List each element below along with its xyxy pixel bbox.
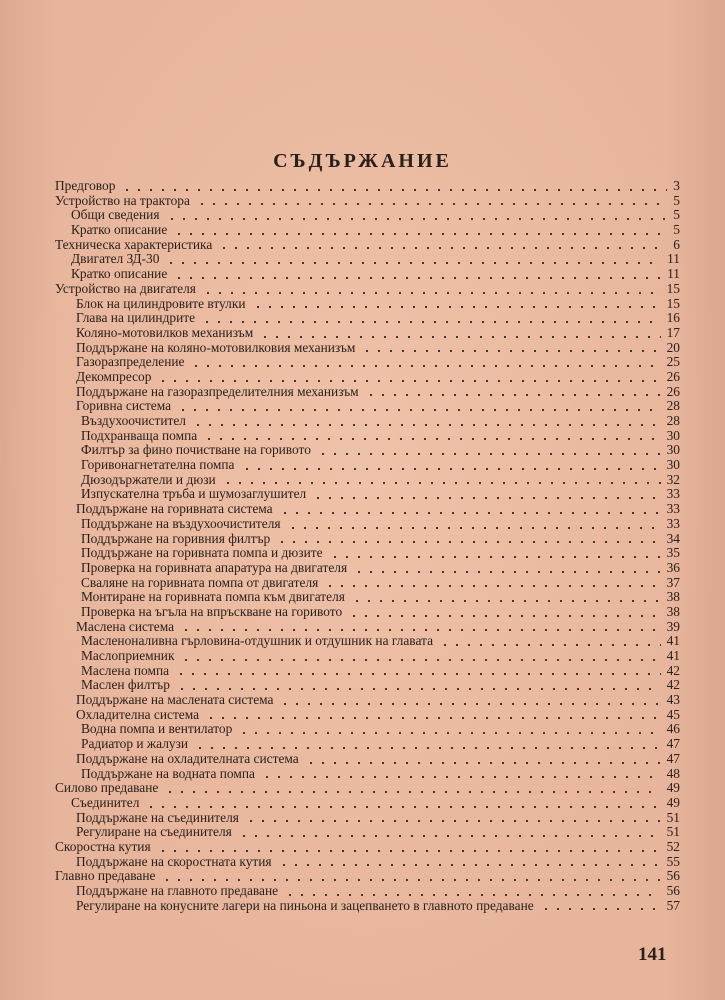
dot-leader: [324, 585, 661, 587]
dot-leader: [202, 292, 661, 294]
toc-entry-title: Сваляне на горивната помпа от двигателя: [81, 574, 319, 590]
dot-leader: [205, 717, 661, 719]
toc-entry-title: Поддържане на скоростната кутия: [76, 853, 272, 869]
toc-entry: [55, 855, 680, 870]
toc-entry: [55, 840, 680, 855]
dot-leader: [166, 218, 667, 220]
toc-entry-page: 49: [666, 794, 680, 810]
toc-entry-page: 51: [666, 809, 680, 825]
toc-entry-title: Проверка на горивната апаратура на двигателя: [81, 559, 348, 575]
toc-entry: [55, 194, 680, 209]
toc-entry-page: 30: [666, 457, 680, 473]
toc-entry-title: Устройство на трактора: [55, 192, 190, 208]
dot-leader: [194, 747, 661, 749]
toc-entry: [55, 576, 680, 591]
toc-entry-title: Поддържане на съединителя: [76, 809, 239, 825]
toc-entry-title: Двигател ЗД-30: [71, 251, 160, 267]
toc-entry-title: Предговор: [55, 178, 116, 193]
dot-leader: [157, 850, 661, 852]
toc-entry: [55, 634, 680, 649]
toc-entry-title: Газоразпределение: [76, 354, 185, 370]
toc-entry: [55, 297, 680, 312]
toc-entry-title: Поддържане на главното предаване: [76, 883, 279, 898]
toc-entry-title: Кратко описание: [71, 222, 168, 238]
toc-entry: [55, 678, 680, 693]
toc-entry-title: Охладителна система: [76, 706, 200, 722]
dot-leader: [279, 703, 661, 705]
toc-entry-title: Регулиране на съединителя: [76, 824, 232, 840]
toc-entry: [55, 487, 680, 502]
toc-entry-title: Силово предаване: [55, 780, 159, 796]
toc-entry-title: Дюзодържатели и дюзи: [81, 471, 216, 487]
dot-leader: [252, 306, 661, 308]
toc-entry-page: 49: [666, 780, 680, 796]
toc-entry-title: Водна помпа и вентилатор: [81, 721, 233, 737]
toc-entry-page: 37: [666, 574, 680, 590]
toc-entry: [55, 252, 680, 267]
toc-entry-title: Техническа характеристика: [55, 236, 213, 252]
dot-leader: [287, 527, 661, 529]
dot-leader: [284, 894, 661, 896]
toc-entry-title: Поддържане на горивната помпа и дюзите: [81, 545, 323, 561]
dot-leader: [279, 512, 661, 514]
dot-leader: [259, 336, 661, 338]
toc-entry-title: Кратко описание: [71, 266, 168, 282]
toc-entry: [55, 179, 680, 194]
toc-entry: [55, 796, 680, 811]
toc-entry: [55, 884, 680, 899]
toc-entry-title: Маслен филтър: [81, 677, 170, 693]
toc-entry-title: Поддържане на газоразпределителния механизъм: [76, 383, 359, 399]
toc-entry-page: 30: [666, 427, 680, 443]
toc-entry-title: Филтър за фино почистване на горивото: [81, 442, 311, 458]
toc-entry-page: 38: [666, 589, 680, 605]
dot-leader: [173, 233, 667, 235]
toc-entry-title: Горивна система: [76, 398, 172, 414]
toc-entry: [55, 517, 680, 532]
toc-entry: [55, 502, 680, 517]
dot-leader: [241, 468, 661, 470]
toc-entry-title: Блок на цилиндровите втулки: [76, 295, 246, 311]
toc-entry-title: Радиатор и жалузи: [81, 736, 189, 752]
dot-leader: [261, 776, 661, 778]
toc-entry-title: Поддържане на коляно-мотовилковия механизъм: [76, 339, 356, 355]
toc-entry-title: Поддържане на водната помпа: [81, 765, 255, 781]
toc-entry-title: Поддържане на охладителната система: [76, 750, 299, 766]
toc-entry: [55, 208, 680, 223]
toc-entry-title: Поддържане на маслената система: [76, 692, 274, 708]
toc-entry-title: Поддържане на въздухоочистителя: [81, 515, 281, 531]
dot-leader: [176, 688, 661, 690]
dot-leader: [177, 409, 661, 411]
toc-entry-page: 28: [666, 398, 680, 414]
toc-entry-page: 42: [666, 662, 680, 678]
toc-entry-title: Маслоприемник: [81, 648, 175, 663]
toc-entry-title: Маслена система: [76, 618, 175, 634]
dot-leader: [161, 879, 661, 881]
toc-entry-page: 33: [666, 486, 680, 502]
toc-entry-title: Поддържане на горивната система: [76, 501, 273, 517]
toc-entry: [55, 546, 680, 561]
toc-entry-page: 52: [666, 838, 680, 854]
dot-leader: [329, 556, 661, 558]
toc-entry: [55, 693, 680, 708]
dot-leader: [190, 365, 661, 367]
toc-entry: [55, 722, 680, 737]
toc-entry-page: 38: [666, 603, 680, 619]
toc-entry-page: 26: [666, 368, 680, 384]
toc-entry-title: Главно предаване: [55, 868, 156, 884]
dot-leader: [192, 424, 661, 426]
toc-entry-page: 45: [666, 706, 680, 722]
toc-entry-page: 11: [667, 266, 680, 282]
toc-entry-page: 15: [666, 295, 680, 311]
toc-entry-page: 56: [666, 868, 680, 884]
toc-entry-page: 28: [666, 413, 680, 428]
dot-leader: [238, 732, 661, 734]
toc-entry: [55, 282, 680, 297]
toc-entry: [55, 811, 680, 826]
toc-entry: [55, 399, 680, 414]
toc-entry: [55, 414, 680, 429]
dot-leader: [353, 571, 661, 573]
dot-leader: [361, 350, 661, 352]
toc-entry-page: 35: [666, 545, 680, 561]
dot-leader: [305, 762, 661, 764]
toc-entry-page: 55: [666, 853, 680, 869]
toc-entry: [55, 443, 680, 458]
dot-leader: [201, 321, 661, 323]
toc-entry: [55, 429, 680, 444]
toc-entry-page: 16: [666, 310, 680, 326]
toc-entry-page: 34: [666, 530, 680, 546]
toc-entry: [55, 825, 680, 840]
toc-entry: [55, 326, 680, 341]
toc-entry-page: 47: [666, 736, 680, 752]
dot-leader: [278, 864, 661, 866]
dot-leader: [276, 541, 661, 543]
toc-entry-title: Подхранваща помпа: [81, 427, 198, 443]
toc-entry-page: 11: [667, 251, 680, 267]
toc-entry: [55, 385, 680, 400]
page-number: 141: [638, 944, 667, 965]
dot-leader: [351, 600, 661, 602]
dot-leader: [180, 659, 661, 661]
toc-entry: [55, 590, 680, 605]
toc-entry-title: Поддържане на горивния филтър: [81, 530, 271, 546]
toc-entry: [55, 752, 680, 767]
toc-entry-title: Маслена помпа: [81, 662, 170, 678]
toc-entry: [55, 267, 680, 282]
dot-leader: [175, 673, 661, 675]
toc-entry-page: 5: [673, 207, 680, 223]
toc-entry-title: Масленоналивна гърловина-отдушник и отдушник на главата: [81, 633, 434, 649]
dot-leader: [203, 438, 661, 440]
dot-leader: [439, 644, 661, 646]
toc-entry: [55, 223, 680, 238]
dot-leader: [317, 453, 661, 455]
toc-entry-page: 42: [666, 677, 680, 693]
toc-entry-page: 41: [666, 648, 680, 663]
toc-entry-page: 26: [666, 383, 680, 399]
toc-entry-page: 48: [666, 765, 680, 781]
toc-entry-page: 46: [666, 721, 680, 737]
toc-entry-title: Проверка на ъгъла на впръскване на горивото: [81, 603, 343, 619]
toc-entry: [55, 708, 680, 723]
toc-entry: [55, 605, 680, 620]
toc-entry: [55, 532, 680, 547]
toc-entry: [55, 311, 680, 326]
page-title: СЪДЪРЖАНИЕ: [273, 150, 452, 172]
toc-entry-title: Устройство на двигателя: [55, 280, 196, 296]
toc-entry-page: 47: [666, 750, 680, 766]
dot-leader: [365, 394, 661, 396]
toc-entry-title: Изпускателна тръба и шумозаглушител: [81, 486, 307, 502]
dot-leader: [180, 629, 661, 631]
toc-entry-page: 5: [673, 192, 680, 208]
toc-entry-title: Общи сведения: [71, 207, 160, 223]
toc-entry-page: 33: [666, 501, 680, 517]
dot-leader: [165, 262, 661, 264]
dot-leader: [145, 806, 661, 808]
toc-entry: [55, 899, 680, 914]
toc-entry: [55, 355, 680, 370]
toc-entry-page: 43: [666, 692, 680, 708]
toc-entry: [55, 869, 680, 884]
toc-entry-page: 57: [666, 897, 680, 913]
toc-entry-page: 3: [673, 178, 680, 193]
dot-leader: [164, 791, 661, 793]
toc-entry: [55, 664, 680, 679]
toc-entry-page: 5: [673, 222, 680, 238]
toc-entry: [55, 781, 680, 796]
toc-entry-title: Скоростна кутия: [55, 838, 151, 854]
dot-leader: [157, 380, 661, 382]
toc-entry-title: Горивонагнетателна помпа: [81, 457, 235, 473]
dot-leader: [312, 497, 661, 499]
dot-leader: [218, 247, 667, 249]
dot-leader: [196, 203, 667, 205]
toc-entry-title: Декомпресор: [76, 368, 152, 384]
toc-entry-page: 33: [666, 515, 680, 531]
dot-leader: [245, 820, 661, 822]
toc-entry-page: 17: [666, 324, 680, 340]
toc-entry-title: Въздухоочистител: [81, 413, 186, 428]
toc-entry: [55, 561, 680, 576]
toc-entry-page: 6: [673, 236, 680, 252]
toc-entry: [55, 737, 680, 752]
toc-entry-title: Коляно-мотовилков механизъм: [76, 324, 254, 340]
toc-entry-title: Съединител: [71, 794, 140, 810]
dot-leader: [540, 908, 661, 910]
toc-entry-title: Глава на цилиндрите: [76, 310, 196, 326]
toc-entry-page: 30: [666, 442, 680, 458]
table-of-contents: [55, 179, 680, 913]
toc-entry-page: 25: [666, 354, 680, 370]
toc-entry: [55, 620, 680, 635]
dot-leader: [121, 189, 667, 191]
toc-entry: [55, 370, 680, 385]
dot-leader: [222, 482, 661, 484]
toc-entry: [55, 341, 680, 356]
toc-entry-page: 32: [666, 471, 680, 487]
toc-entry-title: Монтиране на горивната помпа към двигателя: [81, 589, 345, 605]
toc-entry-title: Регулиране на конусните лагери на пиньона и зацепването в главното предаване: [76, 897, 534, 913]
toc-entry: [55, 649, 680, 664]
toc-entry-page: 41: [666, 633, 680, 649]
toc-entry: [55, 767, 680, 782]
toc-entry-page: 36: [666, 559, 680, 575]
toc-entry-page: 15: [666, 280, 680, 296]
toc-entry-page: 39: [666, 618, 680, 634]
toc-entry: [55, 458, 680, 473]
toc-entry-page: 20: [666, 339, 680, 355]
toc-entry-page: 56: [666, 883, 680, 898]
toc-entry: [55, 473, 680, 488]
dot-leader: [238, 835, 661, 837]
dot-leader: [348, 615, 661, 617]
toc-entry: [55, 238, 680, 253]
dot-leader: [173, 277, 661, 279]
toc-entry-page: 51: [666, 824, 680, 840]
